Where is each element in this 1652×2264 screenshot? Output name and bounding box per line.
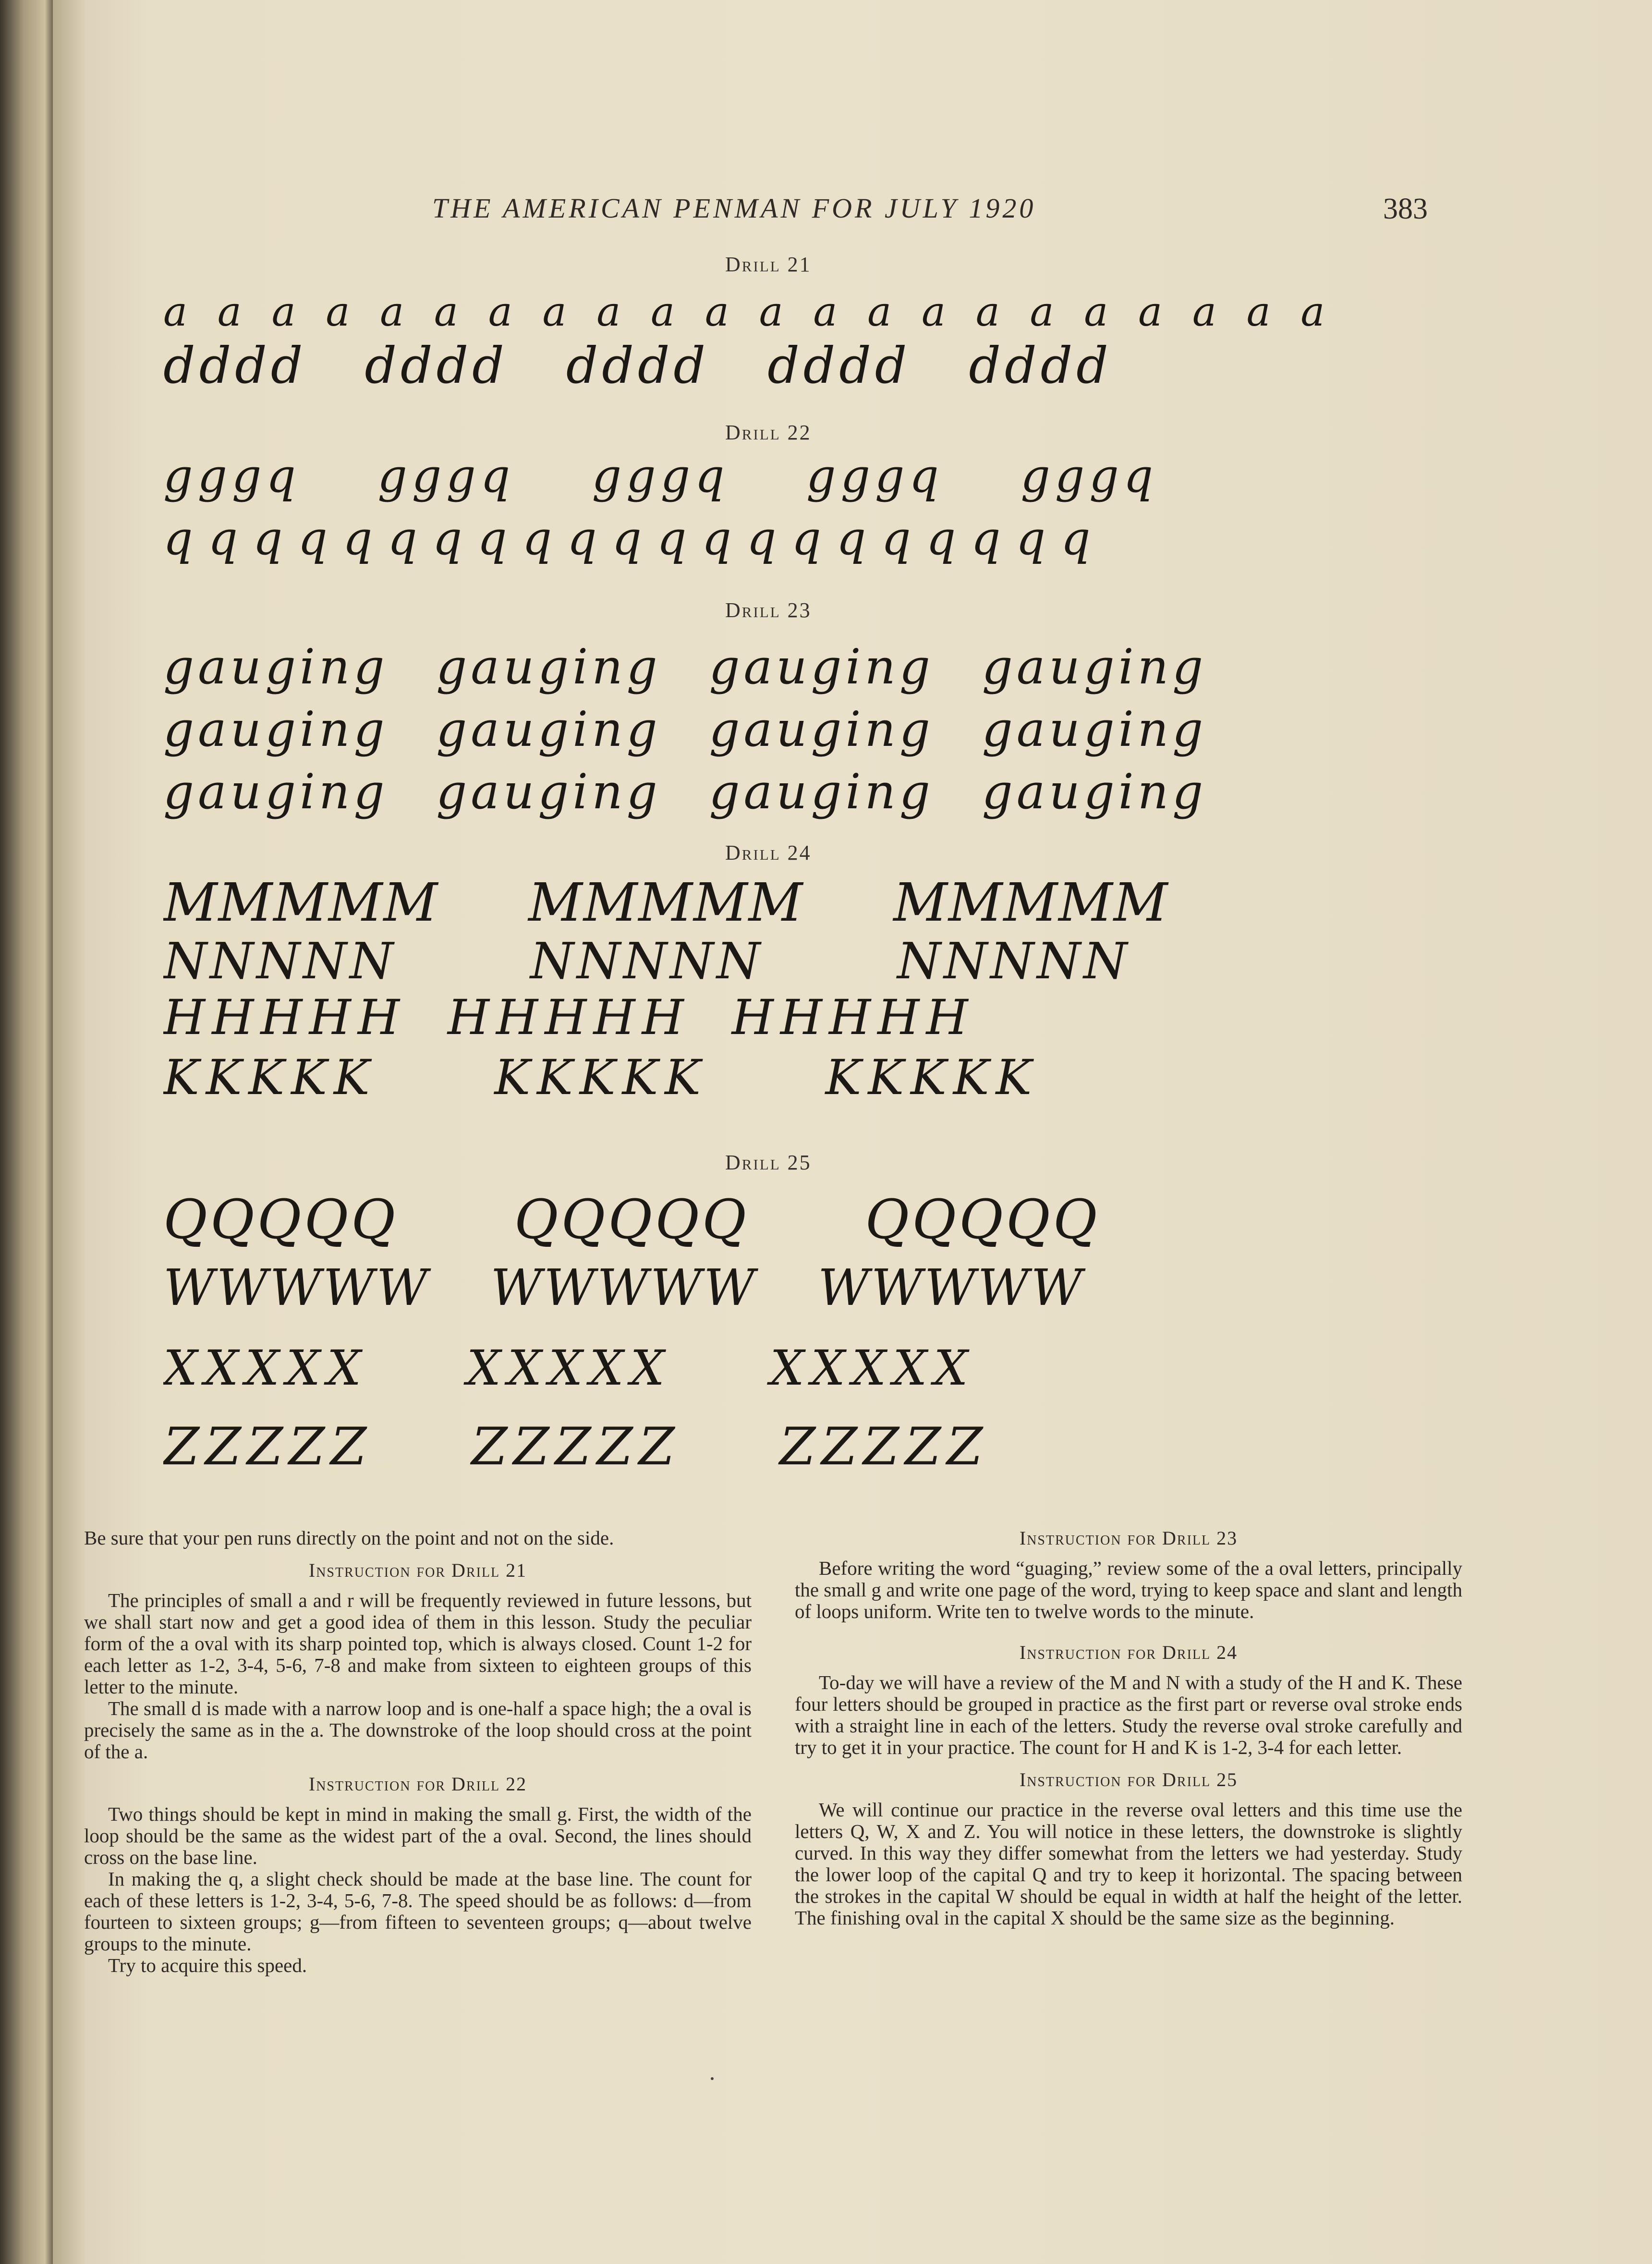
drill-22-title: Drill 22 (725, 421, 812, 444)
drill-25-row-4: ZZZZZ ZZZZZ ZZZZZ (163, 1417, 989, 1477)
instruction-drill-22-heading: Instruction for Drill 22 (308, 1773, 527, 1795)
drill-24-title: Drill 24 (725, 841, 812, 864)
drill-24-row-2: NNNNN NNNNN NNNNN (163, 932, 1130, 990)
drill-24-row-4: KKKKK KKKKK KKKKK (163, 1049, 1039, 1106)
page-number: 383 (1383, 193, 1428, 225)
instruction-drill-22-paragraph-1: Two things should be kept in mind in making the small g. First, the width of the loop should be the same as the widest part of the a oval. Second, the lines should cross on the base line. (84, 1803, 752, 1868)
drill-24-row-1: MMMMM MMMMM MMMMM (163, 872, 1169, 933)
drill-22-row-1: gggq gggq gggq gggq gggq (163, 449, 1158, 503)
instruction-drill-25-heading: Instruction for Drill 25 (1019, 1769, 1238, 1790)
instruction-drill-21-heading: Instruction for Drill 21 (308, 1559, 527, 1581)
instruction-drill-21-paragraph-2: The small d is made with a narrow loop and is one-half a space high; the a oval is precisely the same as in the a. The downstroke of the loop should cross at the point of the a. (84, 1697, 752, 1763)
instruction-drill-22-paragraph-2: In making the q, a slight check should be made at the base line. The count for each of these letters is 1-2, 3-4, 5-6, 7-8. The speed should be as follows: d—from fourteen to sixteen groups; g—from fifteen to seventeen groups; q—about twelve groups to the minute. (84, 1868, 752, 1955)
instruction-drill-23-heading: Instruction for Drill 23 (1019, 1527, 1238, 1549)
drill-21-row-1: a a a a a a a a a a a a a a a a a a a a a a (163, 288, 1334, 331)
adjacent-page-edge (0, 0, 53, 2264)
drill-22-row-2: qqqqqqqqqqqqqqqqqqqqq (163, 511, 1106, 565)
drill-25-row-2: WWWWW WWWWW WWWWW (163, 1258, 1084, 1317)
drill-21-title: Drill 21 (725, 253, 812, 276)
drill-21-row-2: dddd dddd dddd dddd dddd (163, 336, 1112, 395)
drill-23-row-3: gauging gauging gauging gauging (163, 764, 1207, 820)
magazine-page (53, 0, 1652, 2264)
right-text-column (795, 1527, 1462, 1929)
paper-speck (711, 2077, 714, 2080)
drill-24-row-3: HHHHH HHHHH HHHHH (163, 989, 975, 1046)
instruction-drill-21-paragraph-1: The principles of small a and r will be frequently reviewed in future lessons, but we shall start now and get a good idea of them in this lesson. Study the peculiar form of the a oval with its sharp pointed top, which is always closed. Count 1-2 for each letter as 1-2, 3-4, 5-6, 7-8 and make from sixteen to eighteen groups of this letter to the minute. (84, 1589, 752, 1698)
drill-23-row-1: gauging gauging gauging gauging (163, 639, 1207, 695)
drill-25-title: Drill 25 (725, 1151, 812, 1174)
instruction-drill-24-heading: Instruction for Drill 24 (1019, 1642, 1238, 1663)
left-text-column (84, 1527, 752, 1976)
drill-23-row-2: gauging gauging gauging gauging (163, 701, 1207, 757)
instruction-drill-22-paragraph-3: Try to acquire this speed. (108, 1954, 307, 1976)
running-head (53, 192, 1652, 226)
instruction-drill-24-paragraph: To-day we will have a review of the M and N with a study of the H and K. These four letters should be grouped in practice as the first part or reverse oval stroke ends with a straight line in each of the letters. Study the reverse oval stroke carefully and try to get it in your practice. The count for H and K is 1-2, 3-4 for each letter. (795, 1671, 1462, 1758)
running-title: THE AMERICAN PENMAN FOR JULY 1920 (432, 193, 1036, 224)
drill-23-title: Drill 23 (725, 598, 812, 622)
intro-paragraph: Be sure that your pen runs directly on the point and not on the side. (84, 1527, 614, 1549)
instruction-drill-23-paragraph: Before writing the word “guaging,” review some of the a oval letters, principally the small g and write one page of the word, trying to keep space and slant and length of loops uniform. Write ten to twelve words to the minute. (795, 1557, 1462, 1622)
instruction-drill-25-paragraph: We will continue our practice in the reverse oval letters and this time use the letters Q, W, X and Z. You will notice in these letters, the downstroke is slightly curved. In this way they differ somewhat from the letters we had yesterday. Study the lower loop of the capital Q and try to keep it horizontal. The spacing between the strokes in the capital W should be equal in width at half the height of the letter. The finishing oval in the capital X should be the same size as the beginning. (795, 1799, 1462, 1929)
drill-25-row-1: QQQQQ QQQQQ QQQQQ (163, 1189, 1100, 1251)
drill-25-row-3: XXXXX XXXXX XXXXX (163, 1340, 975, 1396)
